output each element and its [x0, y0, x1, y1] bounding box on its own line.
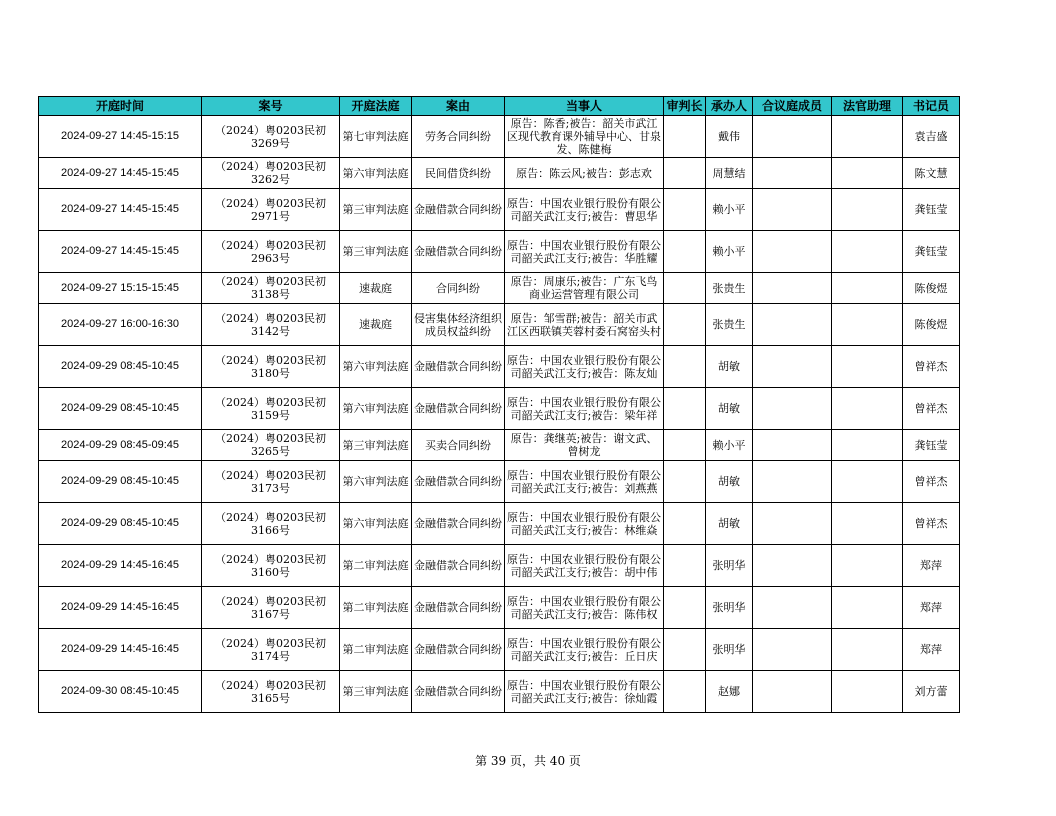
cell-handler: 胡敏 [706, 388, 753, 430]
cell-presiding-judge [664, 461, 706, 503]
cell-panel-members [753, 503, 832, 545]
cell-hearing-time: 2024-09-29 08:45-09:45 [39, 430, 202, 461]
cell-panel-members [753, 388, 832, 430]
cell-court-room: 速裁庭 [340, 304, 412, 346]
cell-judge-assistant [832, 273, 903, 304]
cell-court-room: 第三审判法庭 [340, 430, 412, 461]
cell-handler: 胡敏 [706, 503, 753, 545]
cell-handler: 张明华 [706, 587, 753, 629]
cell-clerk: 龚钰莹 [903, 430, 960, 461]
cell-case-number: （2024）粤0203民初2971号 [202, 189, 340, 231]
cell-case-cause: 金融借款合同纠纷 [412, 189, 505, 231]
cell-court-room: 第六审判法庭 [340, 388, 412, 430]
cell-case-cause: 金融借款合同纠纷 [412, 587, 505, 629]
cell-case-cause: 劳务合同纠纷 [412, 116, 505, 158]
cell-hearing-time: 2024-09-29 14:45-16:45 [39, 629, 202, 671]
cell-parties: 原告：邹雪群;被告：韶关市武江区西联镇芙蓉村委石窝窑头村 [505, 304, 664, 346]
cell-judge-assistant [832, 116, 903, 158]
cell-judge-assistant [832, 545, 903, 587]
cell-panel-members [753, 461, 832, 503]
page-number: 第 39 页，共 40 页 [475, 754, 581, 768]
table-row [39, 430, 960, 461]
cell-hearing-time: 2024-09-27 16:00-16:30 [39, 304, 202, 346]
cell-handler: 张贵生 [706, 304, 753, 346]
cell-presiding-judge [664, 346, 706, 388]
cell-parties: 原告：中国农业银行股份有限公司韶关武江支行;被告：曹思华 [505, 189, 664, 231]
cell-case-number: （2024）粤0203民初3265号 [202, 430, 340, 461]
cell-case-number: （2024）粤0203民初3180号 [202, 346, 340, 388]
cell-case-number: （2024）粤0203民初3138号 [202, 273, 340, 304]
header-row [39, 97, 960, 116]
cell-hearing-time: 2024-09-27 15:15-15:45 [39, 273, 202, 304]
cell-parties: 原告：中国农业银行股份有限公司韶关武江支行;被告：刘燕燕 [505, 461, 664, 503]
cell-parties: 原告：周康乐;被告：广东飞鸟商业运营管理有限公司 [505, 273, 664, 304]
cell-court-room: 第二审判法庭 [340, 629, 412, 671]
cell-case-cause: 金融借款合同纠纷 [412, 545, 505, 587]
table-row [39, 346, 960, 388]
cell-case-cause: 金融借款合同纠纷 [412, 671, 505, 713]
cell-hearing-time: 2024-09-27 14:45-15:45 [39, 189, 202, 231]
cell-case-number: （2024）粤0203民初3142号 [202, 304, 340, 346]
table-row [39, 629, 960, 671]
cell-clerk: 郑萍 [903, 629, 960, 671]
col-header-case-no: 案号 [202, 97, 340, 116]
cell-judge-assistant [832, 503, 903, 545]
cell-panel-members [753, 671, 832, 713]
cell-presiding-judge [664, 231, 706, 273]
cell-parties: 原告：中国农业银行股份有限公司韶关武江支行;被告：梁年祥 [505, 388, 664, 430]
cell-judge-assistant [832, 189, 903, 231]
hearing-schedule-table [38, 96, 960, 713]
cell-judge-assistant [832, 388, 903, 430]
cell-presiding-judge [664, 671, 706, 713]
cell-judge-assistant [832, 461, 903, 503]
cell-panel-members [753, 587, 832, 629]
cell-handler: 张贵生 [706, 273, 753, 304]
cell-case-cause: 金融借款合同纠纷 [412, 388, 505, 430]
cell-hearing-time: 2024-09-29 14:45-16:45 [39, 587, 202, 629]
cell-clerk: 龚钰莹 [903, 189, 960, 231]
cell-clerk: 曾祥杰 [903, 461, 960, 503]
cell-clerk: 郑萍 [903, 545, 960, 587]
cell-parties: 原告：中国农业银行股份有限公司韶关武江支行;被告：陈友灿 [505, 346, 664, 388]
cell-handler: 周慧结 [706, 158, 753, 189]
col-header-panel: 合议庭成员 [753, 97, 832, 116]
cell-case-number: （2024）粤0203民初3167号 [202, 587, 340, 629]
cell-hearing-time: 2024-09-27 14:45-15:45 [39, 158, 202, 189]
cell-handler: 赖小平 [706, 189, 753, 231]
cell-case-number: （2024）粤0203民初3165号 [202, 671, 340, 713]
cell-case-number: （2024）粤0203民初3173号 [202, 461, 340, 503]
cell-case-number: （2024）粤0203民初3159号 [202, 388, 340, 430]
table-row [39, 587, 960, 629]
cell-handler: 赖小平 [706, 231, 753, 273]
col-header-presiding-judge: 审判长 [664, 97, 706, 116]
cell-presiding-judge [664, 388, 706, 430]
table-row [39, 545, 960, 587]
cell-hearing-time: 2024-09-29 08:45-10:45 [39, 346, 202, 388]
cell-presiding-judge [664, 545, 706, 587]
cell-panel-members [753, 116, 832, 158]
cell-parties: 原告：中国农业银行股份有限公司韶关武江支行;被告：胡中伟 [505, 545, 664, 587]
cell-parties: 原告：陈香;被告：韶关市武江区现代教育课外辅导中心、甘泉发、陈健梅 [505, 116, 664, 158]
cell-court-room: 第六审判法庭 [340, 346, 412, 388]
cell-hearing-time: 2024-09-29 08:45-10:45 [39, 461, 202, 503]
cell-judge-assistant [832, 346, 903, 388]
cell-panel-members [753, 189, 832, 231]
col-header-cause: 案由 [412, 97, 505, 116]
cell-case-cause: 金融借款合同纠纷 [412, 346, 505, 388]
table-row [39, 273, 960, 304]
cell-case-number: （2024）粤0203民初3174号 [202, 629, 340, 671]
cell-presiding-judge [664, 116, 706, 158]
cell-clerk: 陈文慧 [903, 158, 960, 189]
cell-clerk: 曾祥杰 [903, 503, 960, 545]
table-row [39, 116, 960, 158]
col-header-assistant: 法官助理 [832, 97, 903, 116]
cell-hearing-time: 2024-09-27 14:45-15:45 [39, 231, 202, 273]
table-row [39, 671, 960, 713]
cell-hearing-time: 2024-09-29 14:45-16:45 [39, 545, 202, 587]
cell-case-number: （2024）粤0203民初3269号 [202, 116, 340, 158]
cell-parties: 原告：中国农业银行股份有限公司韶关武江支行;被告：徐灿霞 [505, 671, 664, 713]
cell-panel-members [753, 545, 832, 587]
cell-panel-members [753, 629, 832, 671]
cell-clerk: 龚钰莹 [903, 231, 960, 273]
cell-presiding-judge [664, 430, 706, 461]
table-row [39, 503, 960, 545]
cell-judge-assistant [832, 430, 903, 461]
cell-court-room: 第三审判法庭 [340, 671, 412, 713]
cell-case-cause: 金融借款合同纠纷 [412, 629, 505, 671]
cell-panel-members [753, 304, 832, 346]
cell-handler: 张明华 [706, 629, 753, 671]
col-header-court: 开庭法庭 [340, 97, 412, 116]
cell-case-number: （2024）粤0203民初3262号 [202, 158, 340, 189]
cell-parties: 原告：陈云风;被告：彭志欢 [505, 158, 664, 189]
cell-case-number: （2024）粤0203民初2963号 [202, 231, 340, 273]
cell-panel-members [753, 346, 832, 388]
cell-clerk: 郑萍 [903, 587, 960, 629]
cell-hearing-time: 2024-09-30 08:45-10:45 [39, 671, 202, 713]
cell-court-room: 第二审判法庭 [340, 545, 412, 587]
cell-parties: 原告：中国农业银行股份有限公司韶关武江支行;被告：华胜耀 [505, 231, 664, 273]
cell-parties: 原告：中国农业银行股份有限公司韶关武江支行;被告：丘日庆 [505, 629, 664, 671]
cell-court-room: 第七审判法庭 [340, 116, 412, 158]
cell-case-cause: 合同纠纷 [412, 273, 505, 304]
cell-court-room: 第三审判法庭 [340, 231, 412, 273]
cell-judge-assistant [832, 304, 903, 346]
cell-case-cause: 金融借款合同纠纷 [412, 231, 505, 273]
table-row [39, 158, 960, 189]
cell-presiding-judge [664, 304, 706, 346]
col-header-parties: 当事人 [505, 97, 664, 116]
cell-court-room: 第三审判法庭 [340, 189, 412, 231]
cell-parties: 原告：中国农业银行股份有限公司韶关武江支行;被告：林维焱 [505, 503, 664, 545]
cell-presiding-judge [664, 503, 706, 545]
table-row [39, 231, 960, 273]
table-row [39, 461, 960, 503]
cell-clerk: 刘方蕾 [903, 671, 960, 713]
cell-presiding-judge [664, 189, 706, 231]
cell-judge-assistant [832, 671, 903, 713]
cell-handler: 张明华 [706, 545, 753, 587]
cell-judge-assistant [832, 231, 903, 273]
cell-handler: 赵娜 [706, 671, 753, 713]
cell-case-number: （2024）粤0203民初3166号 [202, 503, 340, 545]
cell-clerk: 陈俊煜 [903, 273, 960, 304]
cell-court-room: 第六审判法庭 [340, 158, 412, 189]
cell-hearing-time: 2024-09-29 08:45-10:45 [39, 503, 202, 545]
cell-handler: 戴伟 [706, 116, 753, 158]
cell-panel-members [753, 231, 832, 273]
cell-clerk: 曾祥杰 [903, 346, 960, 388]
cell-judge-assistant [832, 629, 903, 671]
cell-court-room: 第二审判法庭 [340, 587, 412, 629]
cell-hearing-time: 2024-09-29 08:45-10:45 [39, 388, 202, 430]
cell-court-room: 速裁庭 [340, 273, 412, 304]
cell-panel-members [753, 158, 832, 189]
cell-case-cause: 金融借款合同纠纷 [412, 503, 505, 545]
cell-panel-members [753, 430, 832, 461]
cell-parties: 原告：龚继英;被告：谢文武、曾树龙 [505, 430, 664, 461]
cell-handler: 胡敏 [706, 461, 753, 503]
cell-case-cause: 买卖合同纠纷 [412, 430, 505, 461]
col-header-handler: 承办人 [706, 97, 753, 116]
cell-judge-assistant [832, 587, 903, 629]
cell-case-cause: 侵害集体经济组织成员权益纠纷 [412, 304, 505, 346]
cell-presiding-judge [664, 158, 706, 189]
cell-clerk: 曾祥杰 [903, 388, 960, 430]
cell-presiding-judge [664, 273, 706, 304]
cell-hearing-time: 2024-09-27 14:45-15:15 [39, 116, 202, 158]
cell-presiding-judge [664, 629, 706, 671]
cell-presiding-judge [664, 587, 706, 629]
cell-parties: 原告：中国农业银行股份有限公司韶关武江支行;被告：陈伟权 [505, 587, 664, 629]
table-row [39, 304, 960, 346]
cell-case-cause: 民间借贷纠纷 [412, 158, 505, 189]
table-row [39, 388, 960, 430]
cell-court-room: 第六审判法庭 [340, 503, 412, 545]
cell-clerk: 袁吉盛 [903, 116, 960, 158]
cell-judge-assistant [832, 158, 903, 189]
cell-panel-members [753, 273, 832, 304]
cell-handler: 赖小平 [706, 430, 753, 461]
col-header-time: 开庭时间 [39, 97, 202, 116]
table-row [39, 189, 960, 231]
cell-handler: 胡敏 [706, 346, 753, 388]
cell-case-number: （2024）粤0203民初3160号 [202, 545, 340, 587]
cell-case-cause: 金融借款合同纠纷 [412, 461, 505, 503]
col-header-clerk: 书记员 [903, 97, 960, 116]
cell-clerk: 陈俊煜 [903, 304, 960, 346]
cell-court-room: 第六审判法庭 [340, 461, 412, 503]
